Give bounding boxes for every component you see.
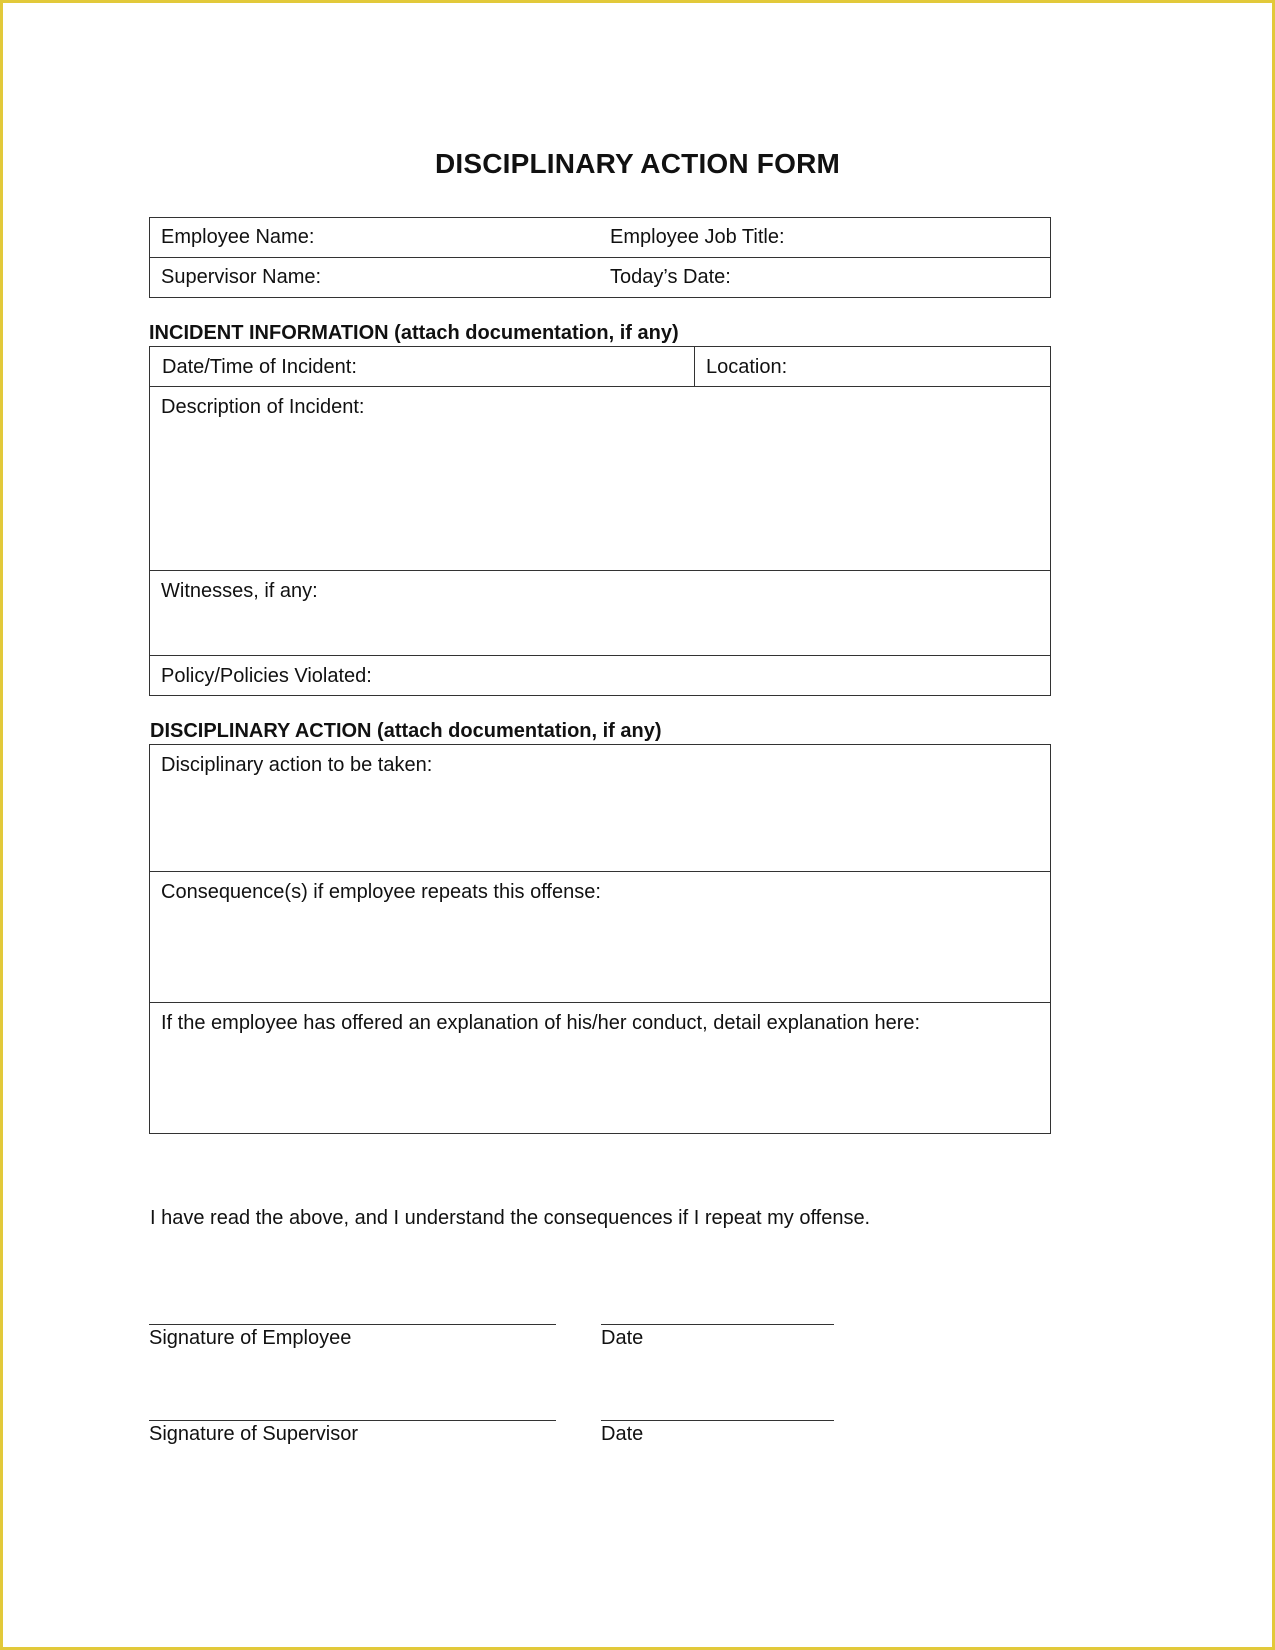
supervisor-date-label: Date [601, 1423, 644, 1445]
todays-date-field[interactable]: Today’s Date: [610, 266, 731, 288]
employee-signature-label: Signature of Employee [149, 1327, 352, 1349]
acknowledgement-statement: I have read the above, and I understand the consequences if I repeat my offense. [150, 1207, 871, 1229]
employee-job-title-field[interactable]: Employee Job Title: [610, 226, 785, 248]
incident-information-heading: INCIDENT INFORMATION (attach documentation, if any) [149, 322, 679, 344]
policies-violated-field[interactable]: Policy/Policies Violated: [161, 665, 372, 687]
form-title: DISCIPLINARY ACTION FORM [434, 148, 841, 179]
supervisor-signature-line[interactable] [149, 1420, 556, 1421]
supervisor-name-field[interactable]: Supervisor Name: [161, 266, 322, 288]
disciplinary-row-divider-1 [149, 871, 1051, 872]
incident-row-divider-1 [149, 386, 1051, 387]
incident-date-time-field[interactable]: Date/Time of Incident: [162, 356, 357, 378]
employee-signature-line[interactable] [149, 1324, 556, 1325]
supervisor-date-line[interactable] [601, 1420, 834, 1421]
witnesses-field[interactable]: Witnesses, if any: [161, 580, 318, 602]
disciplinary-action-table [149, 744, 1051, 1134]
disciplinary-action-field[interactable]: Disciplinary action to be taken: [161, 754, 433, 776]
incident-date-location-divider [694, 346, 695, 387]
incident-row-divider-2 [149, 570, 1051, 571]
supervisor-signature-label: Signature of Supervisor [149, 1423, 359, 1445]
consequence-field[interactable]: Consequence(s) if employee repeats this offense: [161, 881, 601, 903]
employee-info-row-divider [149, 257, 1051, 258]
employee-date-label: Date [601, 1327, 644, 1349]
employee-explanation-field[interactable]: If the employee has offered an explanation of his/her conduct, detail explanation here: [161, 1012, 921, 1034]
disciplinary-row-divider-2 [149, 1002, 1051, 1003]
incident-row-divider-3 [149, 655, 1051, 656]
incident-location-field[interactable]: Location: [706, 356, 788, 378]
employee-date-line[interactable] [601, 1324, 834, 1325]
disciplinary-action-heading: DISCIPLINARY ACTION (attach documentation, if any) [150, 720, 662, 742]
employee-name-field[interactable]: Employee Name: [161, 226, 315, 248]
incident-description-field[interactable]: Description of Incident: [161, 396, 365, 418]
